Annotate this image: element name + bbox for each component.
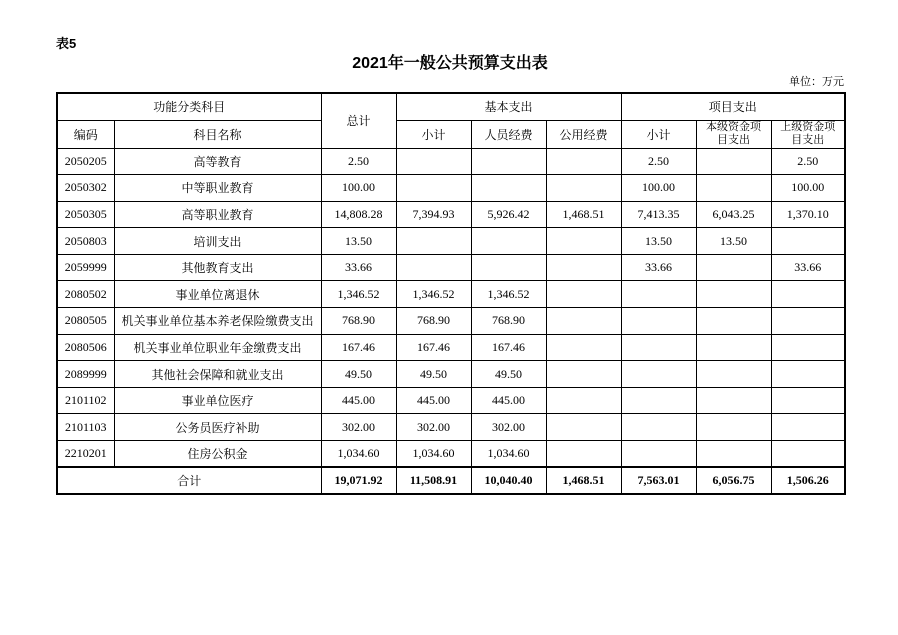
higher-funds-project-cell <box>771 414 845 441</box>
sheet-number-label: 表5 <box>56 36 77 51</box>
higher-funds-project-cell <box>771 281 845 308</box>
header-functional-classification: 功能分类科目 <box>57 93 321 120</box>
table-row <box>57 148 845 175</box>
local-funds-project-cell: 6,043.25 <box>696 201 771 228</box>
project-subtotal-cell <box>621 441 696 468</box>
subject-name-cell: 事业单位医疗 <box>114 387 321 414</box>
public-funds-cell <box>546 228 621 255</box>
basic-subtotal-cell: 167.46 <box>396 334 471 361</box>
total-grand-total: 19,071.92 <box>321 467 396 494</box>
table-row <box>57 334 845 361</box>
personnel-funds-cell: 445.00 <box>471 387 546 414</box>
public-funds-cell <box>546 361 621 388</box>
personnel-funds-cell: 768.90 <box>471 308 546 335</box>
subject-name-cell: 高等职业教育 <box>114 201 321 228</box>
local-funds-project-cell <box>696 334 771 361</box>
higher-funds-project-cell: 2.50 <box>771 148 845 175</box>
grand-total-cell: 445.00 <box>321 387 396 414</box>
table-row <box>57 175 845 202</box>
table-row <box>57 361 845 388</box>
personnel-funds-cell: 167.46 <box>471 334 546 361</box>
public-funds-cell <box>546 308 621 335</box>
project-subtotal-cell: 100.00 <box>621 175 696 202</box>
public-funds-cell: 1,468.51 <box>546 201 621 228</box>
total-higher-funds-project: 1,506.26 <box>771 467 845 494</box>
unit-label: 单位：万元 <box>789 76 844 88</box>
project-subtotal-cell <box>621 361 696 388</box>
basic-subtotal-cell: 49.50 <box>396 361 471 388</box>
subject-name-cell: 其他社会保障和就业支出 <box>114 361 321 388</box>
table-header <box>57 93 845 148</box>
subject-code-cell: 2080502 <box>57 281 114 308</box>
header-grand-total: 总计 <box>321 93 396 148</box>
public-funds-cell <box>546 254 621 281</box>
header-subject-name: 科目名称 <box>114 120 321 148</box>
subject-code-cell: 2210201 <box>57 441 114 468</box>
higher-funds-project-cell <box>771 228 845 255</box>
subject-name-cell: 住房公积金 <box>114 441 321 468</box>
higher-funds-project-cell <box>771 308 845 335</box>
header-public-funds: 公用经费 <box>546 120 621 148</box>
table-row <box>57 254 845 281</box>
basic-subtotal-cell: 445.00 <box>396 387 471 414</box>
project-subtotal-cell: 33.66 <box>621 254 696 281</box>
table-row <box>57 201 845 228</box>
subject-code-cell: 2059999 <box>57 254 114 281</box>
total-row <box>57 467 845 494</box>
local-funds-project-cell <box>696 414 771 441</box>
subject-code-cell: 2101103 <box>57 414 114 441</box>
higher-funds-project-cell: 33.66 <box>771 254 845 281</box>
higher-funds-project-cell <box>771 361 845 388</box>
project-subtotal-cell: 2.50 <box>621 148 696 175</box>
table-body <box>57 148 845 467</box>
local-funds-project-cell <box>696 308 771 335</box>
local-funds-project-cell <box>696 148 771 175</box>
project-subtotal-cell: 13.50 <box>621 228 696 255</box>
subject-code-cell: 2050803 <box>57 228 114 255</box>
basic-subtotal-cell: 1,034.60 <box>396 441 471 468</box>
personnel-funds-cell: 1,034.60 <box>471 441 546 468</box>
project-subtotal-cell <box>621 334 696 361</box>
grand-total-cell: 167.46 <box>321 334 396 361</box>
table-row <box>57 387 845 414</box>
grand-total-cell: 100.00 <box>321 175 396 202</box>
public-funds-cell <box>546 175 621 202</box>
grand-total-cell: 1,346.52 <box>321 281 396 308</box>
personnel-funds-cell <box>471 175 546 202</box>
higher-funds-project-cell: 100.00 <box>771 175 845 202</box>
budget-expenditure-table <box>56 92 846 495</box>
table-footer <box>57 467 845 494</box>
grand-total-cell: 33.66 <box>321 254 396 281</box>
higher-funds-project-cell: 1,370.10 <box>771 201 845 228</box>
basic-subtotal-cell <box>396 175 471 202</box>
header-higher-funds-project: 上级资金项目支出 <box>771 120 845 148</box>
project-subtotal-cell <box>621 281 696 308</box>
header-personnel-funds: 人员经费 <box>471 120 546 148</box>
basic-subtotal-cell: 302.00 <box>396 414 471 441</box>
table-row <box>57 441 845 468</box>
personnel-funds-cell <box>471 254 546 281</box>
header-project-subtotal: 小计 <box>621 120 696 148</box>
total-project-subtotal: 7,563.01 <box>621 467 696 494</box>
personnel-funds-cell: 302.00 <box>471 414 546 441</box>
basic-subtotal-cell <box>396 228 471 255</box>
local-funds-project-cell <box>696 441 771 468</box>
personnel-funds-cell <box>471 148 546 175</box>
total-public-funds: 1,468.51 <box>546 467 621 494</box>
public-funds-cell <box>546 414 621 441</box>
subject-code-cell: 2050205 <box>57 148 114 175</box>
subject-name-cell: 高等教育 <box>114 148 321 175</box>
total-basic-subtotal: 11,508.91 <box>396 467 471 494</box>
grand-total-cell: 13.50 <box>321 228 396 255</box>
subject-code-cell: 2080505 <box>57 308 114 335</box>
project-subtotal-cell <box>621 387 696 414</box>
total-row-label: 合计 <box>57 467 321 494</box>
header-basic-subtotal: 小计 <box>396 120 471 148</box>
basic-subtotal-cell: 1,346.52 <box>396 281 471 308</box>
subject-code-cell: 2080506 <box>57 334 114 361</box>
personnel-funds-cell: 1,346.52 <box>471 281 546 308</box>
grand-total-cell: 768.90 <box>321 308 396 335</box>
grand-total-cell: 49.50 <box>321 361 396 388</box>
personnel-funds-cell: 49.50 <box>471 361 546 388</box>
grand-total-cell: 302.00 <box>321 414 396 441</box>
subject-name-cell: 培训支出 <box>114 228 321 255</box>
subject-code-cell: 2101102 <box>57 387 114 414</box>
public-funds-cell <box>546 334 621 361</box>
project-subtotal-cell: 7,413.35 <box>621 201 696 228</box>
grand-total-cell: 14,808.28 <box>321 201 396 228</box>
local-funds-project-cell <box>696 254 771 281</box>
grand-total-cell: 2.50 <box>321 148 396 175</box>
local-funds-project-cell <box>696 175 771 202</box>
public-funds-cell <box>546 441 621 468</box>
public-funds-cell <box>546 387 621 414</box>
local-funds-project-cell <box>696 387 771 414</box>
basic-subtotal-cell: 7,394.93 <box>396 201 471 228</box>
local-funds-project-cell <box>696 281 771 308</box>
header-sub-row <box>57 120 845 148</box>
subject-name-cell: 机关事业单位职业年金缴费支出 <box>114 334 321 361</box>
total-personnel-funds: 10,040.40 <box>471 467 546 494</box>
header-project-expenditure-group: 项目支出 <box>621 93 845 120</box>
table-row <box>57 281 845 308</box>
basic-subtotal-cell <box>396 254 471 281</box>
basic-subtotal-cell: 768.90 <box>396 308 471 335</box>
subject-name-cell: 中等职业教育 <box>114 175 321 202</box>
higher-funds-project-cell <box>771 387 845 414</box>
header-code: 编码 <box>57 120 114 148</box>
page-title: 2021年一般公共预算支出表 <box>352 55 548 72</box>
subject-code-cell: 2050305 <box>57 201 114 228</box>
higher-funds-project-cell <box>771 334 845 361</box>
public-funds-cell <box>546 148 621 175</box>
header-group-row <box>57 93 845 120</box>
subject-code-cell: 2089999 <box>57 361 114 388</box>
project-subtotal-cell <box>621 308 696 335</box>
table-row <box>57 414 845 441</box>
project-subtotal-cell <box>621 414 696 441</box>
subject-name-cell: 公务员医疗补助 <box>114 414 321 441</box>
total-local-funds-project: 6,056.75 <box>696 467 771 494</box>
local-funds-project-cell <box>696 361 771 388</box>
header-basic-expenditure-group: 基本支出 <box>396 93 621 120</box>
higher-funds-project-cell <box>771 441 845 468</box>
subject-name-cell: 事业单位离退休 <box>114 281 321 308</box>
table-row <box>57 228 845 255</box>
table-row <box>57 308 845 335</box>
public-funds-cell <box>546 281 621 308</box>
grand-total-cell: 1,034.60 <box>321 441 396 468</box>
basic-subtotal-cell <box>396 148 471 175</box>
personnel-funds-cell: 5,926.42 <box>471 201 546 228</box>
subject-name-cell: 其他教育支出 <box>114 254 321 281</box>
personnel-funds-cell <box>471 228 546 255</box>
local-funds-project-cell: 13.50 <box>696 228 771 255</box>
subject-name-cell: 机关事业单位基本养老保险缴费支出 <box>114 308 321 335</box>
header-local-funds-project: 本级资金项目支出 <box>696 120 771 148</box>
subject-code-cell: 2050302 <box>57 175 114 202</box>
